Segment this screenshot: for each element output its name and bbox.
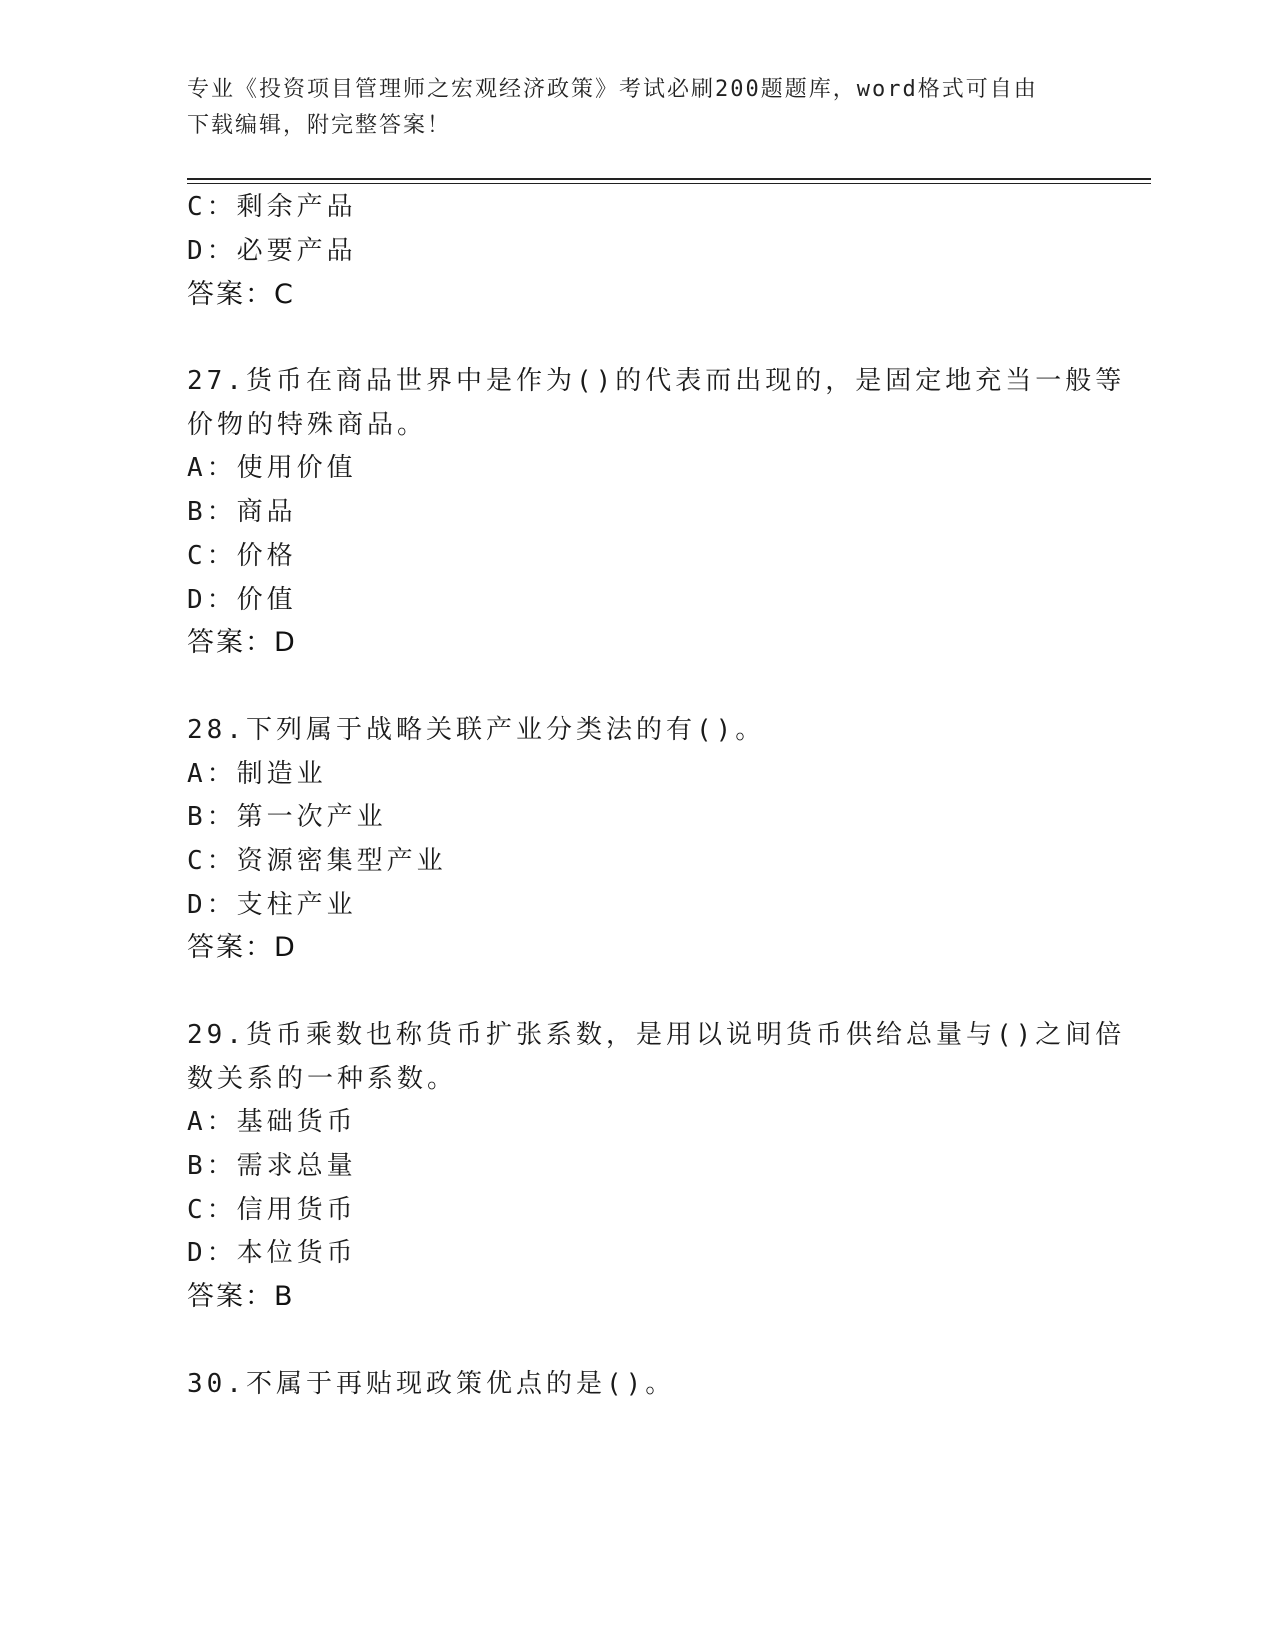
header-divider-thick — [187, 178, 1151, 180]
question-27-stem-line-2: 价物的特殊商品。 — [187, 410, 428, 440]
document-header — [187, 72, 1067, 144]
question-28-option-b: B：第一次产业 — [187, 802, 387, 832]
question-27-option-c: C：价格 — [187, 541, 297, 571]
question-29-option-c: C：信用货币 — [187, 1195, 357, 1225]
question-29-answer: 答案：B — [187, 1281, 295, 1312]
header-title-line-2: 下载编辑，附完整答案！ — [187, 113, 452, 138]
question-29-stem-line-1: 29.货币乘数也称货币扩张系数，是用以说明货币供给总量与()之间倍 — [187, 1020, 1126, 1050]
question-29-stem-line-2: 数关系的一种系数。 — [187, 1064, 458, 1094]
question-28-option-c: C：资源密集型产业 — [187, 846, 447, 876]
question-28-answer: 答案：D — [187, 932, 297, 963]
question-28-option-a: A：制造业 — [187, 759, 327, 789]
question-30-stem-line-1: 30.不属于再贴现政策优点的是()。 — [187, 1369, 676, 1399]
question-29-option-d: D：本位货币 — [187, 1238, 357, 1268]
header-divider-thin — [187, 183, 1151, 184]
question-27-answer: 答案：D — [187, 627, 297, 658]
header-title-line-1: 专业《投资项目管理师之宏观经济政策》考试必刷200题题库，word格式可自由 — [187, 77, 1038, 102]
question-27-option-b: B：商品 — [187, 497, 297, 527]
question-28-option-d: D：支柱产业 — [187, 890, 357, 920]
question-27-option-d: D：价值 — [187, 585, 297, 615]
prev-option-d: D：必要产品 — [187, 236, 357, 266]
prev-answer: 答案：C — [187, 279, 295, 310]
question-27-stem-line-1: 27.货币在商品世界中是作为()的代表而出现的，是固定地充当一般等 — [187, 366, 1126, 396]
question-27-option-a: A：使用价值 — [187, 453, 357, 483]
question-29-option-b: B：需求总量 — [187, 1151, 357, 1181]
question-29-option-a: A：基础货币 — [187, 1107, 357, 1137]
question-28-stem-line-1: 28.下列属于战略关联产业分类法的有()。 — [187, 715, 766, 745]
prev-option-c: C：剩余产品 — [187, 192, 357, 222]
